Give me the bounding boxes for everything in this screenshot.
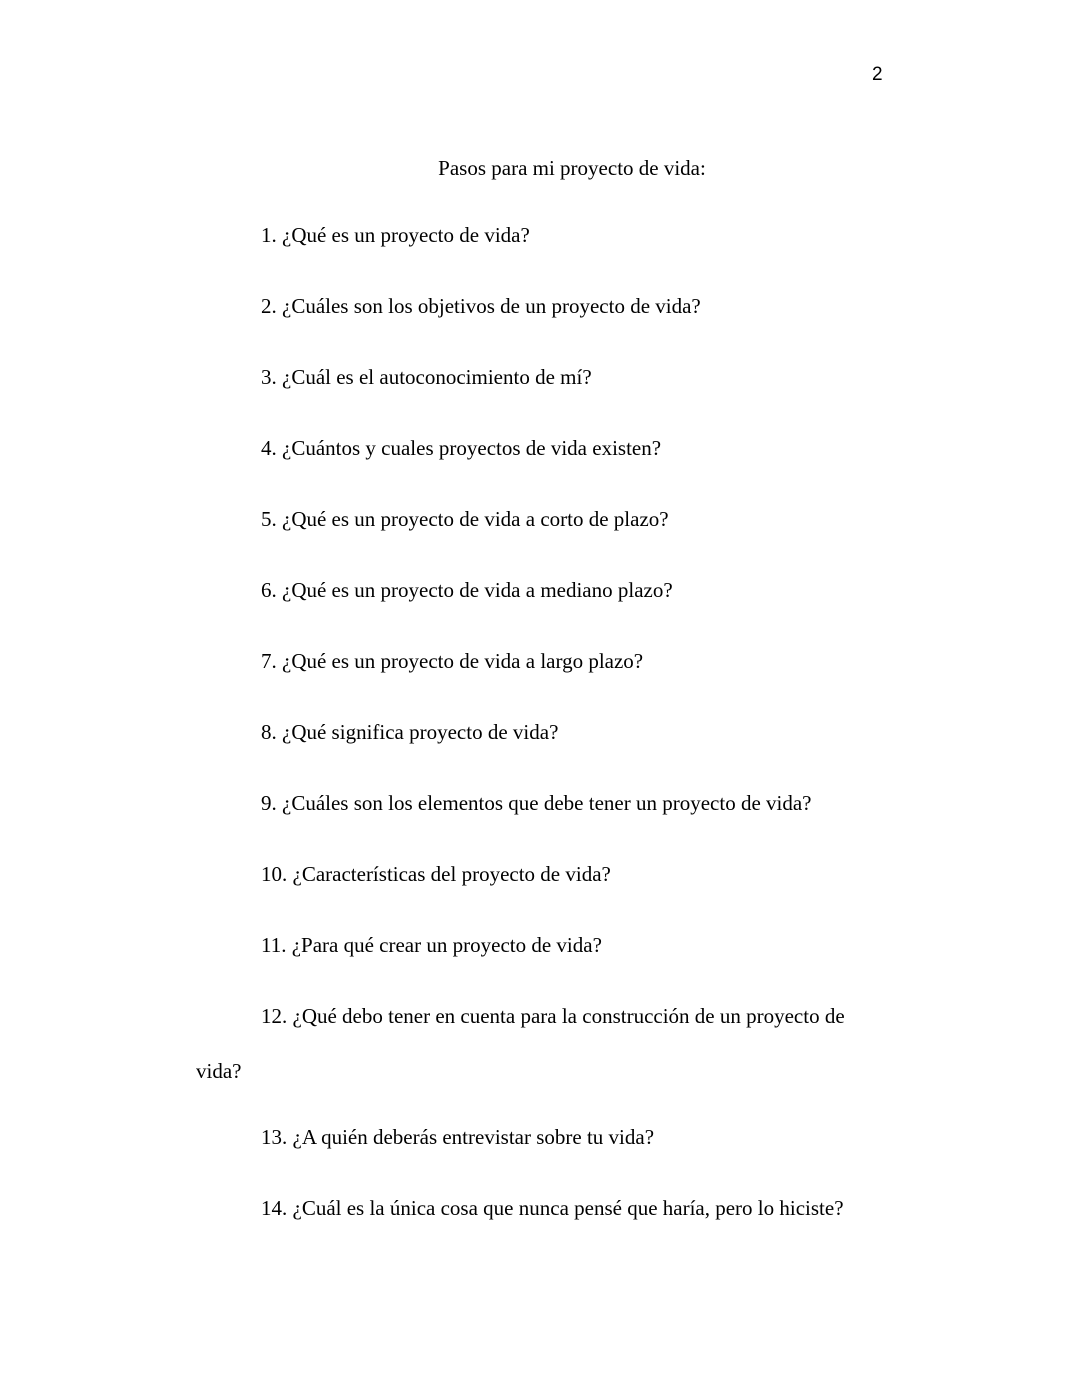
list-item: 14. ¿Cuál es la única cosa que nunca pensé que haría, pero lo hiciste? [261,1196,844,1220]
list-item: 4. ¿Cuántos y cuales proyectos de vida existen? [261,436,662,460]
list-item: 3. ¿Cuál es el autoconocimiento de mí? [261,365,592,389]
list-item: 10. ¿Características del proyecto de vida? [261,862,611,886]
list-item: 13. ¿A quién deberás entrevistar sobre tu vida? [261,1125,655,1149]
page-title: Pasos para mi proyecto de vida: [438,156,706,180]
list-item-continuation: vida? [196,1059,242,1083]
list-item: 7. ¿Qué es un proyecto de vida a largo plazo? [261,649,644,673]
list-item: 1. ¿Qué es un proyecto de vida? [261,223,530,247]
list-item: 8. ¿Qué significa proyecto de vida? [261,720,559,744]
list-item: 6. ¿Qué es un proyecto de vida a mediano plazo? [261,578,673,602]
list-item: 9. ¿Cuáles son los elementos que debe tener un proyecto de vida? [261,791,812,815]
list-item: 11. ¿Para qué crear un proyecto de vida? [261,933,602,957]
list-item: 12. ¿Qué debo tener en cuenta para la construcción de un proyecto de [261,1004,845,1028]
page-number: 2 [872,64,883,85]
list-item: 5. ¿Qué es un proyecto de vida a corto de plazo? [261,507,669,531]
list-item: 2. ¿Cuáles son los objetivos de un proyecto de vida? [261,294,701,318]
